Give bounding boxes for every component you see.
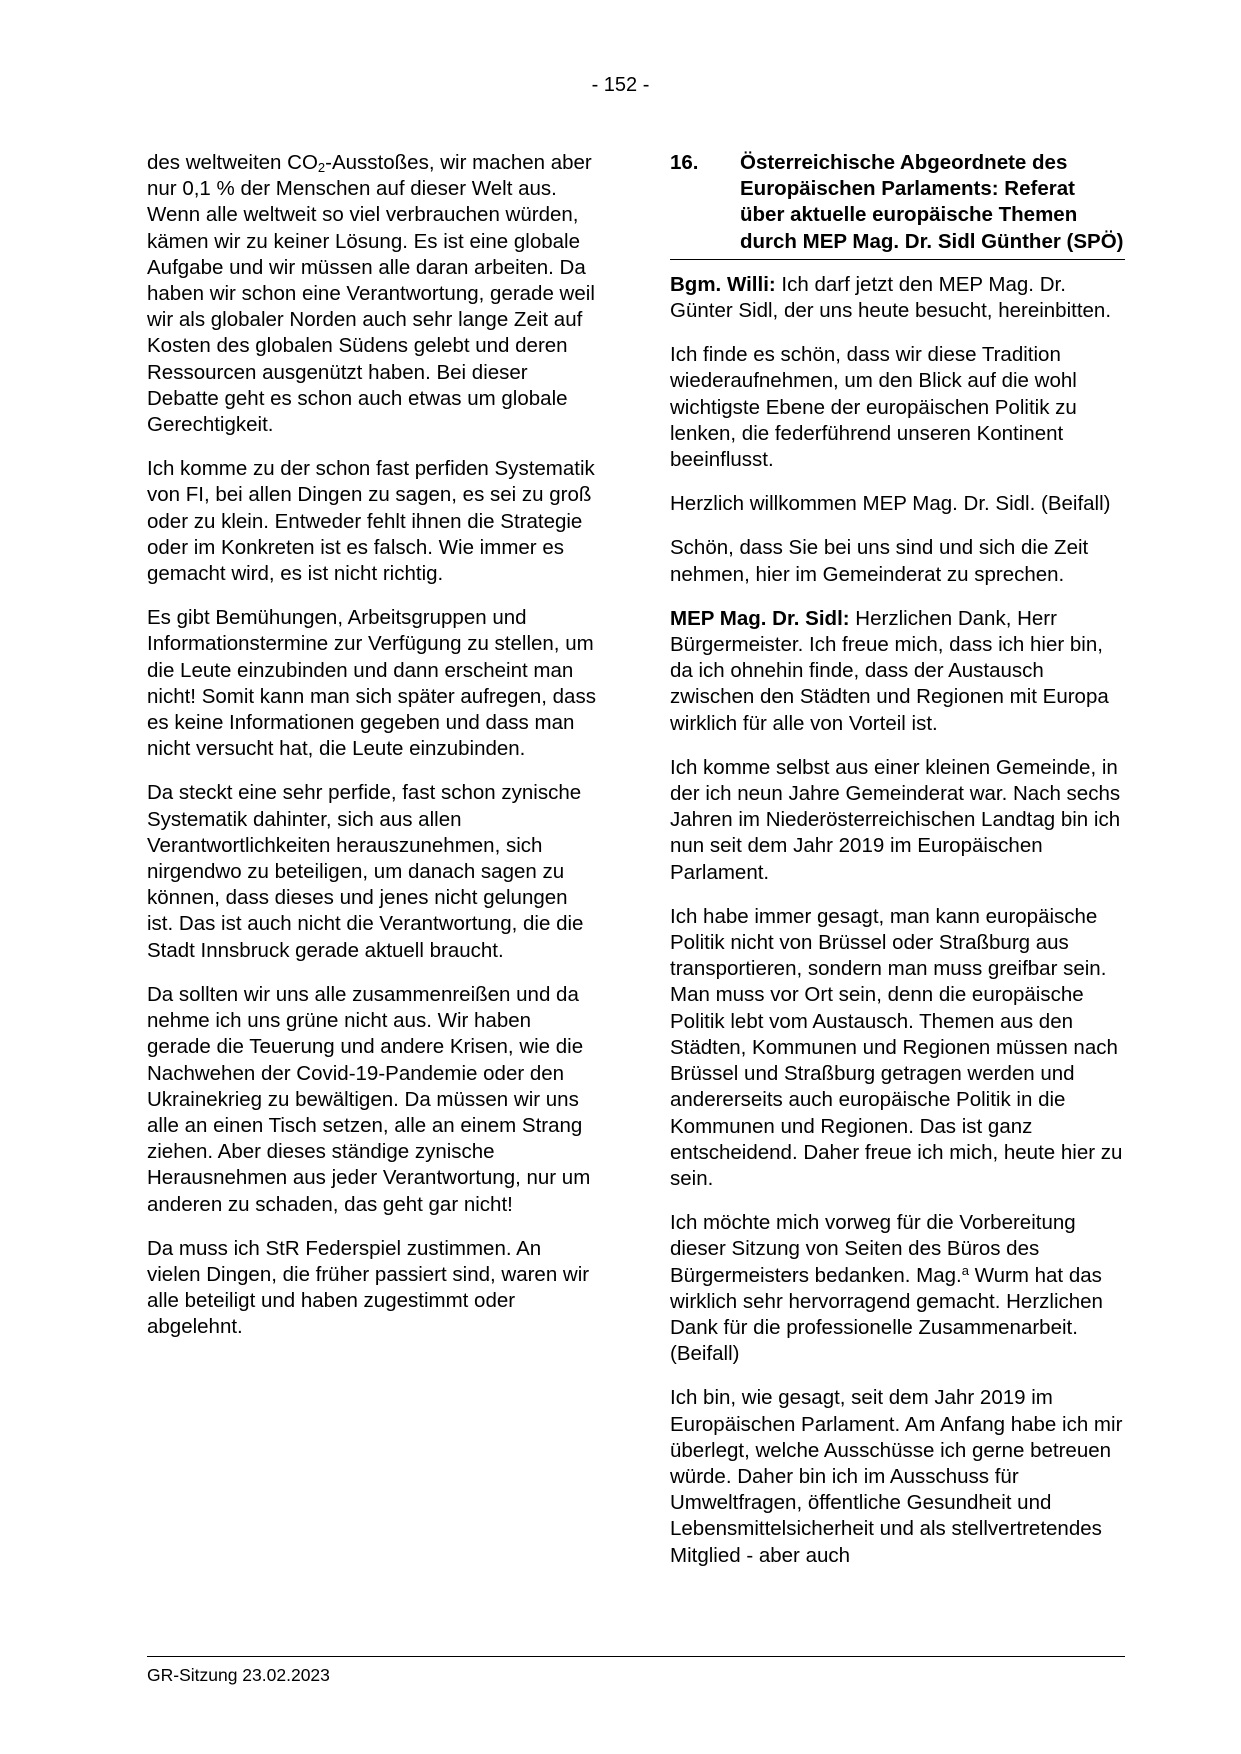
speaker-name: Bgm. Willi: (670, 272, 776, 296)
paragraph (147, 150, 597, 438)
paragraph: Da sollten wir uns alle zusammenreißen und da nehme ich uns grüne nicht aus. Wir haben gerade die Teuerung und andere Krisen, wie die Nachwehen der Covid-19-Pandemie oder den Ukrainekrieg zu bewältigen. Da müssen wir uns alle an einen Tisch setzen, alle an einem Strang ziehen. Aber dieses ständige zynische Herausnehmen aus jeder Verantwortung, nur um anderen zu schaden, das geht gar nicht! (147, 982, 591, 1216)
right-column (670, 150, 1125, 1587)
subscript: 2 (317, 160, 326, 175)
paragraph: Schön, dass Sie bei uns sind und sich die Zeit nehmen, hier im Gemeinderat zu sprechen. (670, 536, 1089, 586)
paragraph: Da steckt eine sehr perfide, fast schon zynische Systematik dahinter, sich aus allen Verantwortlichkeiten herauszunehmen, sich nirgendwo zu beteiligen, um danach sagen zu können, dass dieses und jenes nicht gelungen ist. Das ist auch nicht die Verantwortung, die die Stadt Innsbruck gerade aktuell braucht. (147, 781, 584, 962)
paragraph (670, 606, 1125, 737)
agenda-item-number: 16. (670, 151, 699, 174)
text-span: Wurm hat das wirklich sehr hervorragend gemacht. Herzlichen Dank für die professionelle Zusammenarbeit. (Beifall) (670, 1263, 1103, 1366)
text-span: Ich darf jetzt den MEP Mag. Dr. Günter Sidl, der uns heute besucht, hereinbitten. (670, 272, 1112, 323)
heading-divider (670, 259, 1125, 260)
paragraph: Ich komme selbst aus einer kleinen Gemeinde, in der ich neun Jahre Gemeinderat war. Nach sechs Jahren im Niederösterreichischen Landtag bin ich nun seit dem Jahr 2019 im Europäischen Parlament. (670, 755, 1121, 884)
paragraph: Herzlich willkommen MEP Mag. Dr. Sidl. (Beifall) (670, 492, 1111, 516)
speaker-name: MEP Mag. Dr. Sidl: (670, 606, 850, 630)
footer-session-date: GR-Sitzung 23.02.2023 (147, 1665, 330, 1685)
paragraph (670, 272, 1125, 324)
paragraph: Da muss ich StR Federspiel zustimmen. An vielen Dingen, die früher passiert sind, waren wir alle beteiligt und haben zugestimmt oder abgelehnt. (147, 1236, 590, 1339)
agenda-item-title: Österreichische Abgeordnete des Europäischen Parlaments: Referat über aktuelle europäische Themen durch MEP Mag. Dr. Sidl Günther (SPÖ) (740, 151, 1124, 253)
paragraph: Ich bin, wie gesagt, seit dem Jahr 2019 im Europäischen Parlament. Am Anfang habe ich mir überlegt, welche Ausschüsse ich gerne betreuen würde. Daher bin ich im Ausschuss für Umweltfragen, öffentliche Gesundheit und Lebensmittelsicherheit und als stellvertretendes Mitglied - aber auch (670, 1386, 1123, 1567)
page-number: - 152 - (591, 74, 650, 96)
superscript: a (961, 1262, 969, 1278)
paragraph: Es gibt Bemühungen, Arbeitsgruppen und Informationstermine zur Verfügung zu stellen, um die Leute einzubinden und dann erscheint man nicht! Somit kann man sich später aufregen, dass es keine Informationen gegeben und dass man nicht versucht hat, die Leute einzubinden. (147, 606, 596, 761)
text-span: des weltweiten CO (147, 151, 318, 174)
left-column (147, 150, 597, 1359)
text-span: Ich möchte mich vorweg für die Vorbereitung dieser Sitzung von Seiten des Büros des Bürgermeisters bedanken. Mag. (670, 1211, 1076, 1287)
paragraph: Ich habe immer gesagt, man kann europäische Politik nicht von Brüssel oder Straßburg aus transportieren, sondern man muss greifbar sein. Man muss vor Ort sein, denn die europäische Politik lebt vom Austausch. Themen aus den Städten, Kommunen und Regionen müssen nach Brüssel und Straßburg getragen werden und andererseits auch europäische Politik in die Kommunen und Regionen. Das ist ganz entscheidend. Daher freue ich mich, heute hier zu sein. (670, 904, 1123, 1190)
paragraph: Ich komme zu der schon fast perfiden Systematik von FI, bei allen Dingen zu sagen, es sei zu groß oder zu klein. Entweder fehlt ihnen die Strategie oder im Konkreten ist es falsch. Wie immer es gemacht wird, es ist nicht richtig. (147, 457, 595, 586)
text-span: Herzlichen Dank, Herr Bürgermeister. Ich freue mich, dass ich hier bin, da ich ohnehin finde, dass der Austausch zwischen den Städten und Regionen mit Europa wirklich für alle von Vorteil ist. (670, 606, 1109, 735)
footer-divider (147, 1656, 1125, 1657)
text-span: -Ausstoßes, wir machen aber nur 0,1 % der Menschen auf dieser Welt aus. Wenn alle weltweit so viel verbrauchen würden, kämen wir zu keiner Lösung. Es ist eine globale Aufgabe und wir müssen alle daran arbeiten. Da haben wir schon eine Verantwortung, gerade weil wir als globaler Norden auch sehr lange Zeit auf Kosten des globalen Südens gelebt und deren Ressourcen ausgenützt haben. Bei dieser Debatte geht es schon auch etwas um globale Gerechtigkeit. (147, 151, 595, 437)
paragraph (670, 1210, 1125, 1367)
agenda-item-heading (670, 150, 1125, 255)
paragraph: Ich finde es schön, dass wir diese Tradition wiederaufnehmen, um den Blick auf die wohl wichtigste Ebene der europäischen Politik zu lenken, die federführend unseren Kontinent beeinflusst. (670, 343, 1077, 472)
